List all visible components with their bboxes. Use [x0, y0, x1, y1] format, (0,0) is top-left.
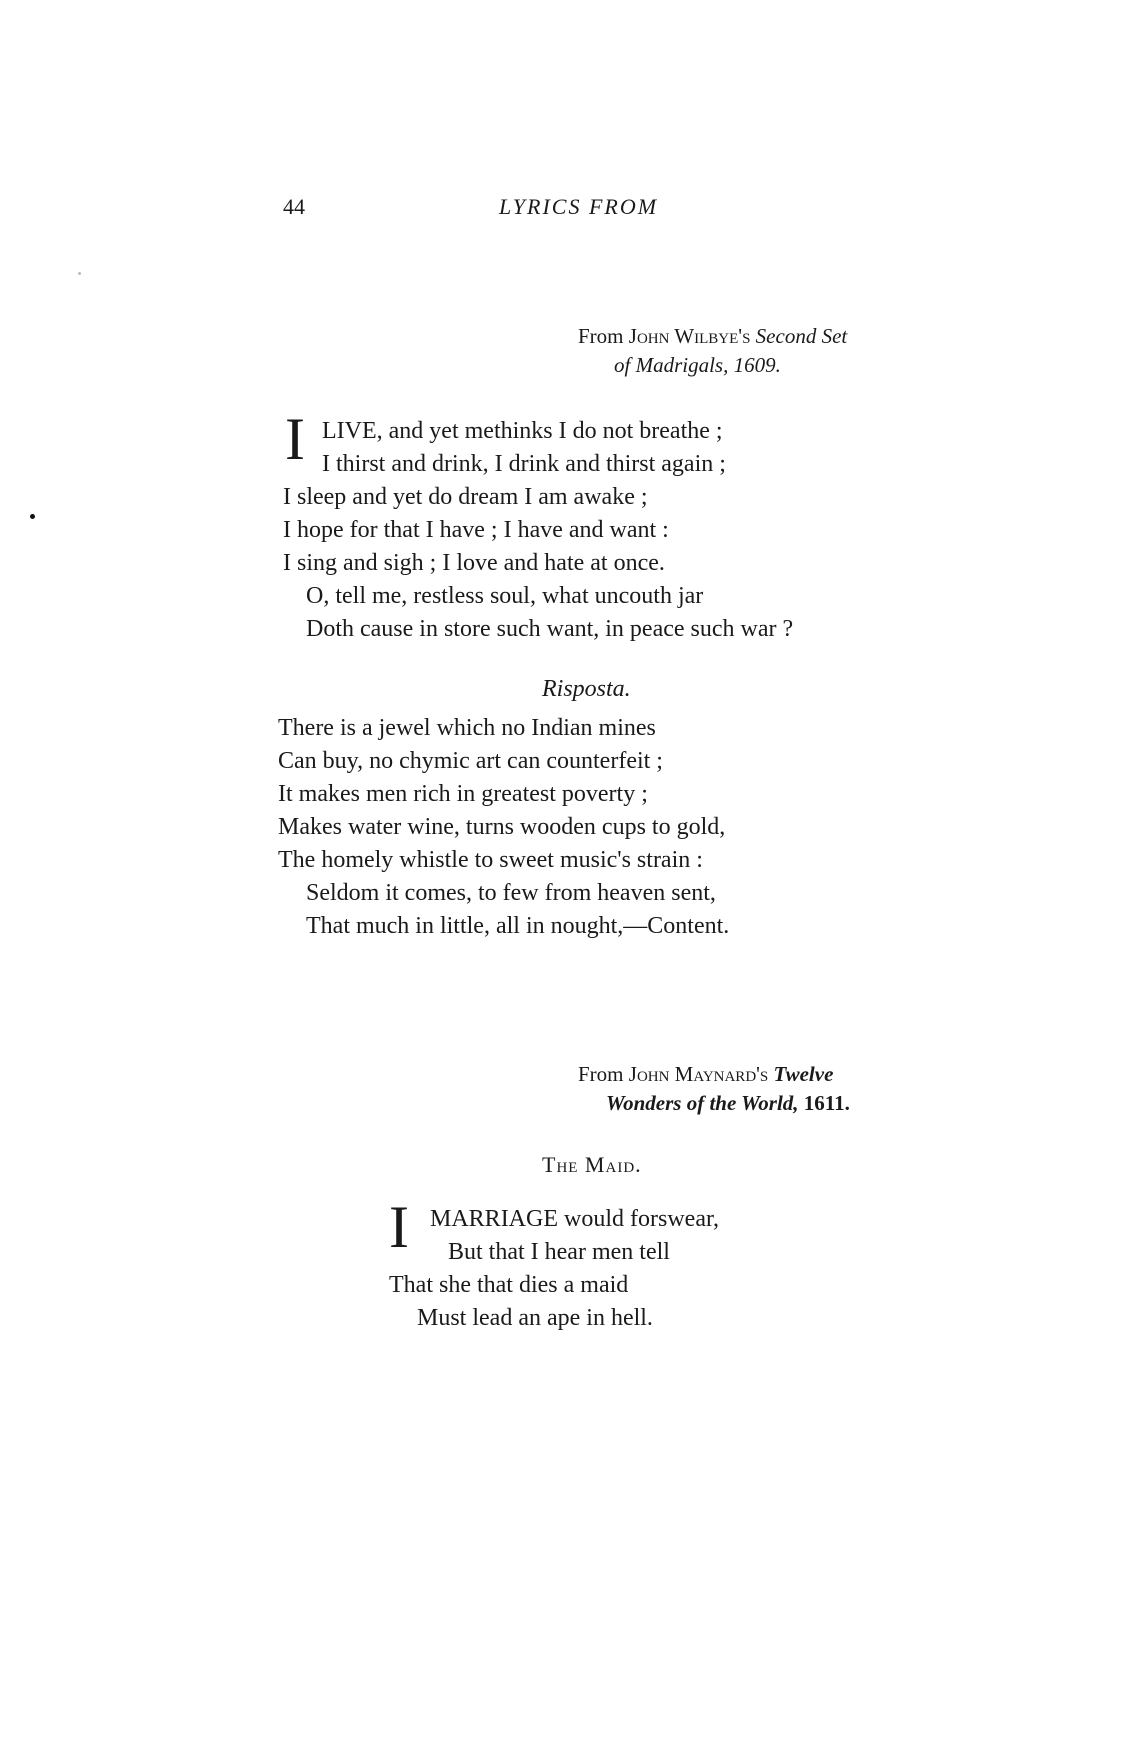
response-line: Makes water wine, turns wooden cups to gold, [278, 814, 726, 840]
poem-line: I thirst and drink, I drink and thirst again ; [322, 451, 726, 477]
drop-cap: I [389, 1194, 409, 1260]
poem-title: The Maid. [542, 1152, 642, 1177]
attribution-work-cont: of Madrigals, [614, 353, 729, 377]
ink-dot [30, 514, 35, 519]
poem-line: That she that dies a maid [389, 1272, 629, 1298]
attribution-work-cont: Wonders of the World, [606, 1091, 799, 1115]
response-line: It makes men rich in greatest poverty ; [278, 781, 648, 807]
page-number: 44 [283, 194, 305, 219]
poem-line: I sing and sigh ; I love and hate at once. [283, 550, 665, 576]
response-line: The homely whistle to sweet music's strain : [278, 847, 703, 873]
attribution-line-1 [578, 1059, 833, 1089]
poem-line: Must lead an ape in hell. [417, 1305, 653, 1331]
poem-line: I sleep and yet do dream I am awake ; [283, 484, 648, 510]
attribution-from: From [578, 324, 624, 348]
attribution-year: 1611. [803, 1091, 850, 1115]
attribution-line-2 [606, 1088, 850, 1118]
running-title: LYRICS FROM [498, 194, 659, 219]
paper-speck [78, 272, 81, 275]
attribution-year: 1609. [733, 353, 781, 377]
response-line: Can buy, no chymic art can counterfeit ; [278, 748, 663, 774]
poem-line: Doth cause in store such want, in peace such war ? [306, 616, 794, 642]
response-line: Seldom it comes, to few from heaven sent, [306, 880, 716, 906]
poem-line: But that I hear men tell [448, 1239, 670, 1265]
response-line: There is a jewel which no Indian mines [278, 715, 656, 741]
attribution-line-1 [578, 321, 847, 351]
attribution-author: John Wilbye's [628, 324, 751, 348]
poem-line: O, tell me, restless soul, what uncouth jar [306, 583, 704, 609]
attribution-work: Second Set [755, 324, 848, 348]
attribution-author: John Maynard's [628, 1062, 769, 1086]
subtitle: Risposta. [542, 676, 631, 702]
attribution-work: Twelve [773, 1062, 834, 1086]
drop-cap: I [285, 406, 305, 472]
poem-line: I hope for that I have ; I have and want : [283, 517, 669, 543]
poem-line: MARRIAGE would forswear, [430, 1206, 719, 1232]
response-line: That much in little, all in nought,—Content. [306, 913, 730, 939]
poem-line: LIVE, and yet methinks I do not breathe ; [322, 418, 723, 444]
attribution-line-2 [614, 350, 781, 380]
attribution-from: From [578, 1062, 624, 1086]
